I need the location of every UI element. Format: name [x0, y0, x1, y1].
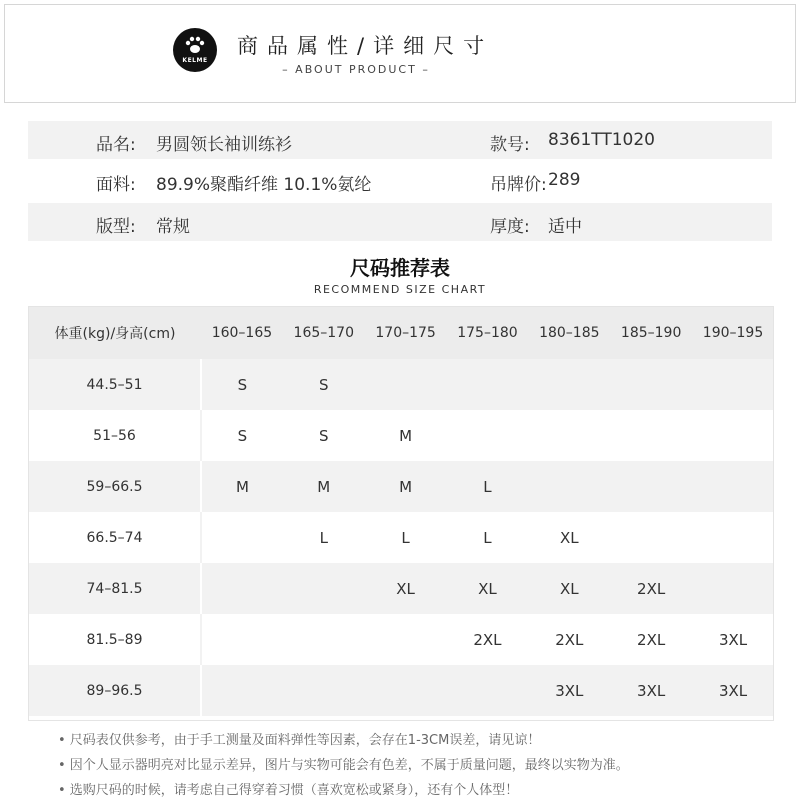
- attr-key: 吊牌价:: [490, 175, 547, 195]
- table-row: [29, 614, 774, 665]
- attr-value: 289: [548, 170, 581, 190]
- weight-label: 59–66.5: [29, 461, 201, 512]
- size-cell: 2XL: [610, 614, 692, 665]
- height-header: 185–190: [610, 307, 692, 359]
- table-header-row: [29, 307, 774, 359]
- size-cell: S: [201, 359, 283, 410]
- height-header: 170–175: [365, 307, 447, 359]
- attr-value: 适中: [548, 217, 582, 237]
- height-header: 160–165: [201, 307, 283, 359]
- size-cell: L: [365, 512, 447, 563]
- size-cell: 2XL: [610, 563, 692, 614]
- size-cell: [692, 512, 774, 563]
- attr-row: [28, 121, 772, 159]
- height-header: 175–180: [447, 307, 529, 359]
- size-cell: L: [283, 512, 365, 563]
- attr-key: 厚度:: [490, 217, 530, 237]
- size-cell: [528, 359, 610, 410]
- note-item: • 尺码表仅供参考，由于手工测量及面料弹性等因素，会存在1-3CM误差，请见谅！: [58, 733, 541, 748]
- table-row: [29, 512, 774, 563]
- size-cell: [365, 359, 447, 410]
- size-chart-table: [29, 307, 774, 716]
- size-cell: [283, 563, 365, 614]
- attr-row: [28, 161, 772, 199]
- note-item: • 选购尺码的时候，请考虑自己得穿着习惯（喜欢宽松或紧身），还有个人体型！: [58, 783, 519, 798]
- size-cell: [610, 410, 692, 461]
- paw-icon: [184, 34, 206, 56]
- brand-name: KELME: [182, 57, 208, 64]
- weight-label: 89–96.5: [29, 665, 201, 716]
- weight-label: 81.5–89: [29, 614, 201, 665]
- size-cell: 3XL: [692, 614, 774, 665]
- size-cell: M: [283, 461, 365, 512]
- size-cell: M: [365, 461, 447, 512]
- size-cell: S: [283, 359, 365, 410]
- size-cell: [201, 563, 283, 614]
- size-cell: [201, 614, 283, 665]
- size-cell: L: [447, 461, 529, 512]
- weight-label: 66.5–74: [29, 512, 201, 563]
- attr-key: 版型:: [96, 217, 136, 237]
- attr-key: 款号:: [490, 135, 530, 155]
- size-cell: 3XL: [528, 665, 610, 716]
- size-cell: XL: [528, 512, 610, 563]
- size-cell: [610, 512, 692, 563]
- size-cell: [610, 461, 692, 512]
- size-cell: [283, 614, 365, 665]
- size-cell: [692, 563, 774, 614]
- attr-row: [28, 203, 772, 241]
- table-row: [29, 665, 774, 716]
- height-header: 180–185: [528, 307, 610, 359]
- size-cell: XL: [365, 563, 447, 614]
- size-cell: [610, 359, 692, 410]
- note-item: • 因个人显示器明亮对比显示差异，图片与实物可能会有色差，不属于质量问题，最终以实物为准。: [58, 758, 629, 773]
- size-cell: [365, 614, 447, 665]
- size-cell: [201, 512, 283, 563]
- size-cell: M: [365, 410, 447, 461]
- size-cell: M: [201, 461, 283, 512]
- size-cell: XL: [447, 563, 529, 614]
- attr-value: 8361TT1020: [548, 130, 655, 150]
- attr-value: 男圆领长袖训练衫: [156, 135, 292, 155]
- size-cell: 3XL: [692, 665, 774, 716]
- attr-value: 常规: [156, 217, 190, 237]
- table-row: [29, 410, 774, 461]
- size-cell: [692, 359, 774, 410]
- brand-logo: [173, 28, 217, 72]
- size-cell: [447, 410, 529, 461]
- page-subtitle: – ABOUT PRODUCT –: [282, 63, 430, 76]
- weight-label: 44.5–51: [29, 359, 201, 410]
- attr-value: 89.9%聚酯纤维 10.1%氨纶: [156, 175, 372, 195]
- size-cell: L: [447, 512, 529, 563]
- attr-key: 品名:: [96, 135, 136, 155]
- notes-list: [58, 728, 629, 803]
- size-cell: 2XL: [528, 614, 610, 665]
- weight-label: 51–56: [29, 410, 201, 461]
- size-cell: [283, 665, 365, 716]
- attr-key: 面料:: [96, 175, 136, 195]
- page-title: 商品属性/详细尺寸: [237, 34, 494, 58]
- size-cell: [528, 410, 610, 461]
- size-cell: [365, 665, 447, 716]
- size-cell: S: [283, 410, 365, 461]
- height-header: 190–195: [692, 307, 774, 359]
- size-cell: [528, 461, 610, 512]
- table-row: [29, 461, 774, 512]
- corner-header: 体重(kg)/身高(cm): [29, 307, 201, 359]
- table-row: [29, 359, 774, 410]
- size-cell: [692, 461, 774, 512]
- weight-label: 74–81.5: [29, 563, 201, 614]
- size-cell: [447, 665, 529, 716]
- size-cell: 2XL: [447, 614, 529, 665]
- size-chart-title: 尺码推荐表: [350, 256, 450, 280]
- size-cell: [201, 665, 283, 716]
- size-cell: [447, 359, 529, 410]
- size-cell: 3XL: [610, 665, 692, 716]
- size-cell: [692, 410, 774, 461]
- size-chart-subtitle: RECOMMEND SIZE CHART: [313, 283, 487, 296]
- height-header: 165–170: [283, 307, 365, 359]
- size-cell: XL: [528, 563, 610, 614]
- table-row: [29, 563, 774, 614]
- size-cell: S: [201, 410, 283, 461]
